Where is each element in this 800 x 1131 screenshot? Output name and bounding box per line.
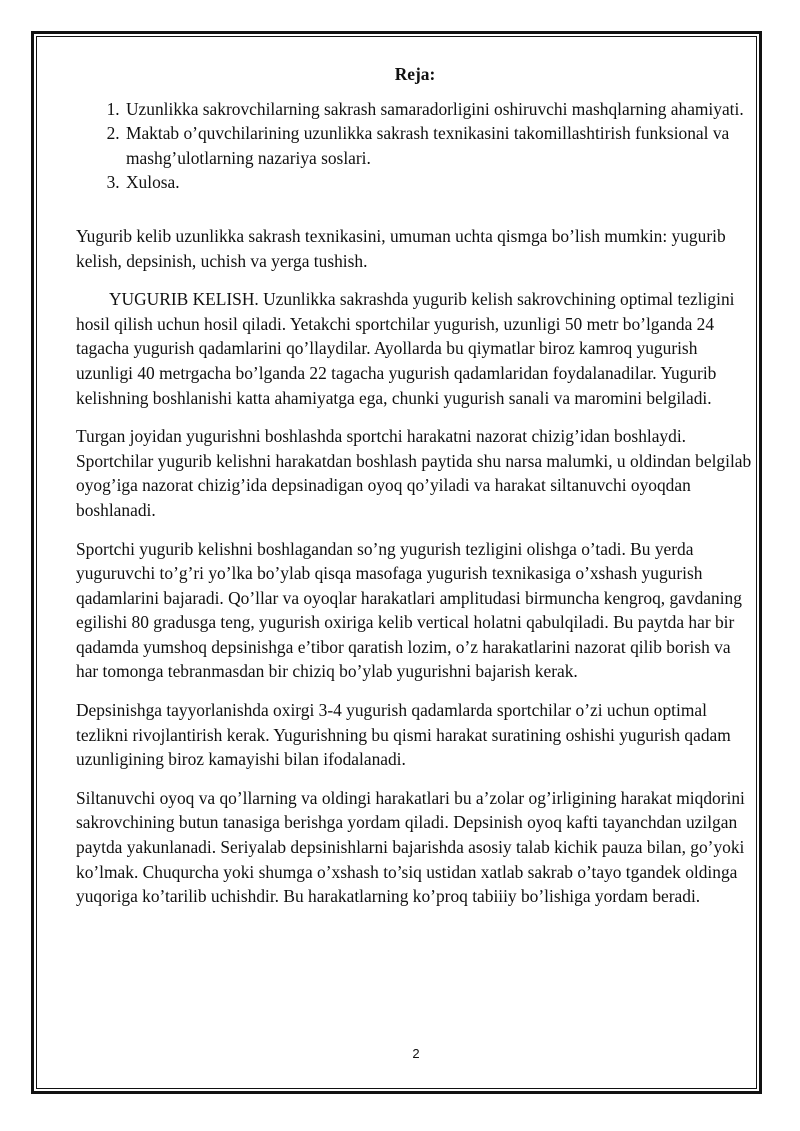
document-page (76, 62, 754, 909)
plan-item: 2. Maktab o’quvchilarining uzunlikka sakrash texnikasini takomillashtirish funksional va mashg’ulotlarning nazariya soslari. (124, 121, 754, 170)
plan-item: 1. Uzunlikka sakrovchilarning sakrash samaradorligini oshiruvchi mashqlarning ahamiyati. (124, 97, 754, 122)
plan-list (76, 97, 754, 195)
plan-item: 3. Xulosa. (124, 170, 754, 195)
page-number: 2 (412, 1046, 420, 1061)
run-up-paragraph: YUGURIB KELISH. Uzunlikka sakrashda yugurib kelish sakrovchining optimal tezligini hosil qilish uchun hosil qiladi. Yetakchi sportchilar yugurish, uzunligi 50 metr bo’lganda 24 tagacha yugurish qadamlarini qo’llaydilar. Ayollarda bu qiymatlar biroz kamroq yugurish uzunligi 40 metrgacha bo’lganda 22 tagacha yugurish qadamlaridan foydalanadilar. Yugurib kelishning boshlanishi katta ahamiyatga ega, chunki yugurish sanali va maromini belgiladi. (76, 289, 735, 408)
swing-paragraph: Siltanuvchi oyoq va qo’llarning va oldingi harakatlari bu a’zolar og’irligining harakat miqdorini sakrovchining butun tanasiga berishga yordam qiladi. Depsinish oyoq kafti tayanchdan uzilgan paytda yakunlanadi. Seriyalab depsinishlarni bajarishda asosiy talab kichik pauza bilan, go’yoki ko’lmak. Chuqurcha yoki shumga o’xshash to’siq ustidan xatlab sakrab o’tayo tgandek oldinga yuqoriga ko’tarilib uchishdir. Bu harakatlarning ko’proq tabiiiy bo’lishiga yordam beradi. (76, 787, 745, 907)
acceleration-paragraph: Sportchi yugurib kelishni boshlagandan so’ng yugurish tezligini olishga o’tadi. Bu yerda yuguruvchi to’g’ri yo’lka bo’ylab qisqa masofaga yugurish texnikasiga o’xshash yugurish qadamlarini bajaradi. Qo’llar va oyoqlar harakatlari amplitudasi birmuncha kengroq, gavdaning egilishi 80 gradusga teng, yugurish oxiriga kelib vertical holatni qabulqiladi. Bu paytda har bir qadamda yumshoq depsinishga e’tibor qaratish lozim, o’z harakatlarini nazorat qilib borish va har tomonga tebranmasdan bir chiziq bo’ylab yugurishni bajarish kerak. (76, 538, 742, 682)
plan-heading: Reja: (394, 64, 436, 84)
takeoff-prep-paragraph: Depsinishga tayyorlanishda oxirgi 3-4 yugurish qadamlarda sportchilar o’zi uchun optimal tezlikni rivojlantirish kerak. Yugurishning bu qismi harakat suratining oshishi yugurish qadam uzunligining biroz kamayishi bilan ifodalanadi. (76, 700, 731, 770)
intro-paragraph: Yugurib kelib uzunlikka sakrash texnikasini, umuman uchta qismga bo’lish mumkin: yugurib kelish, depsinish, uchish va yerga tushish. (76, 225, 726, 271)
start-paragraph: Turgan joyidan yugurishni boshlashda sportchi harakatni nazorat chizig’idan boshlaydi. Sportchilar yugurib kelishni harakatdan boshlash paytida shu narsa malumki, u oldindan belgilab oyog’iga nazorat chizig’ida depsinadigan oyoq qo’yiladi va harakat siltanuvchi oyoqdan boshlanadi. (76, 426, 752, 520)
